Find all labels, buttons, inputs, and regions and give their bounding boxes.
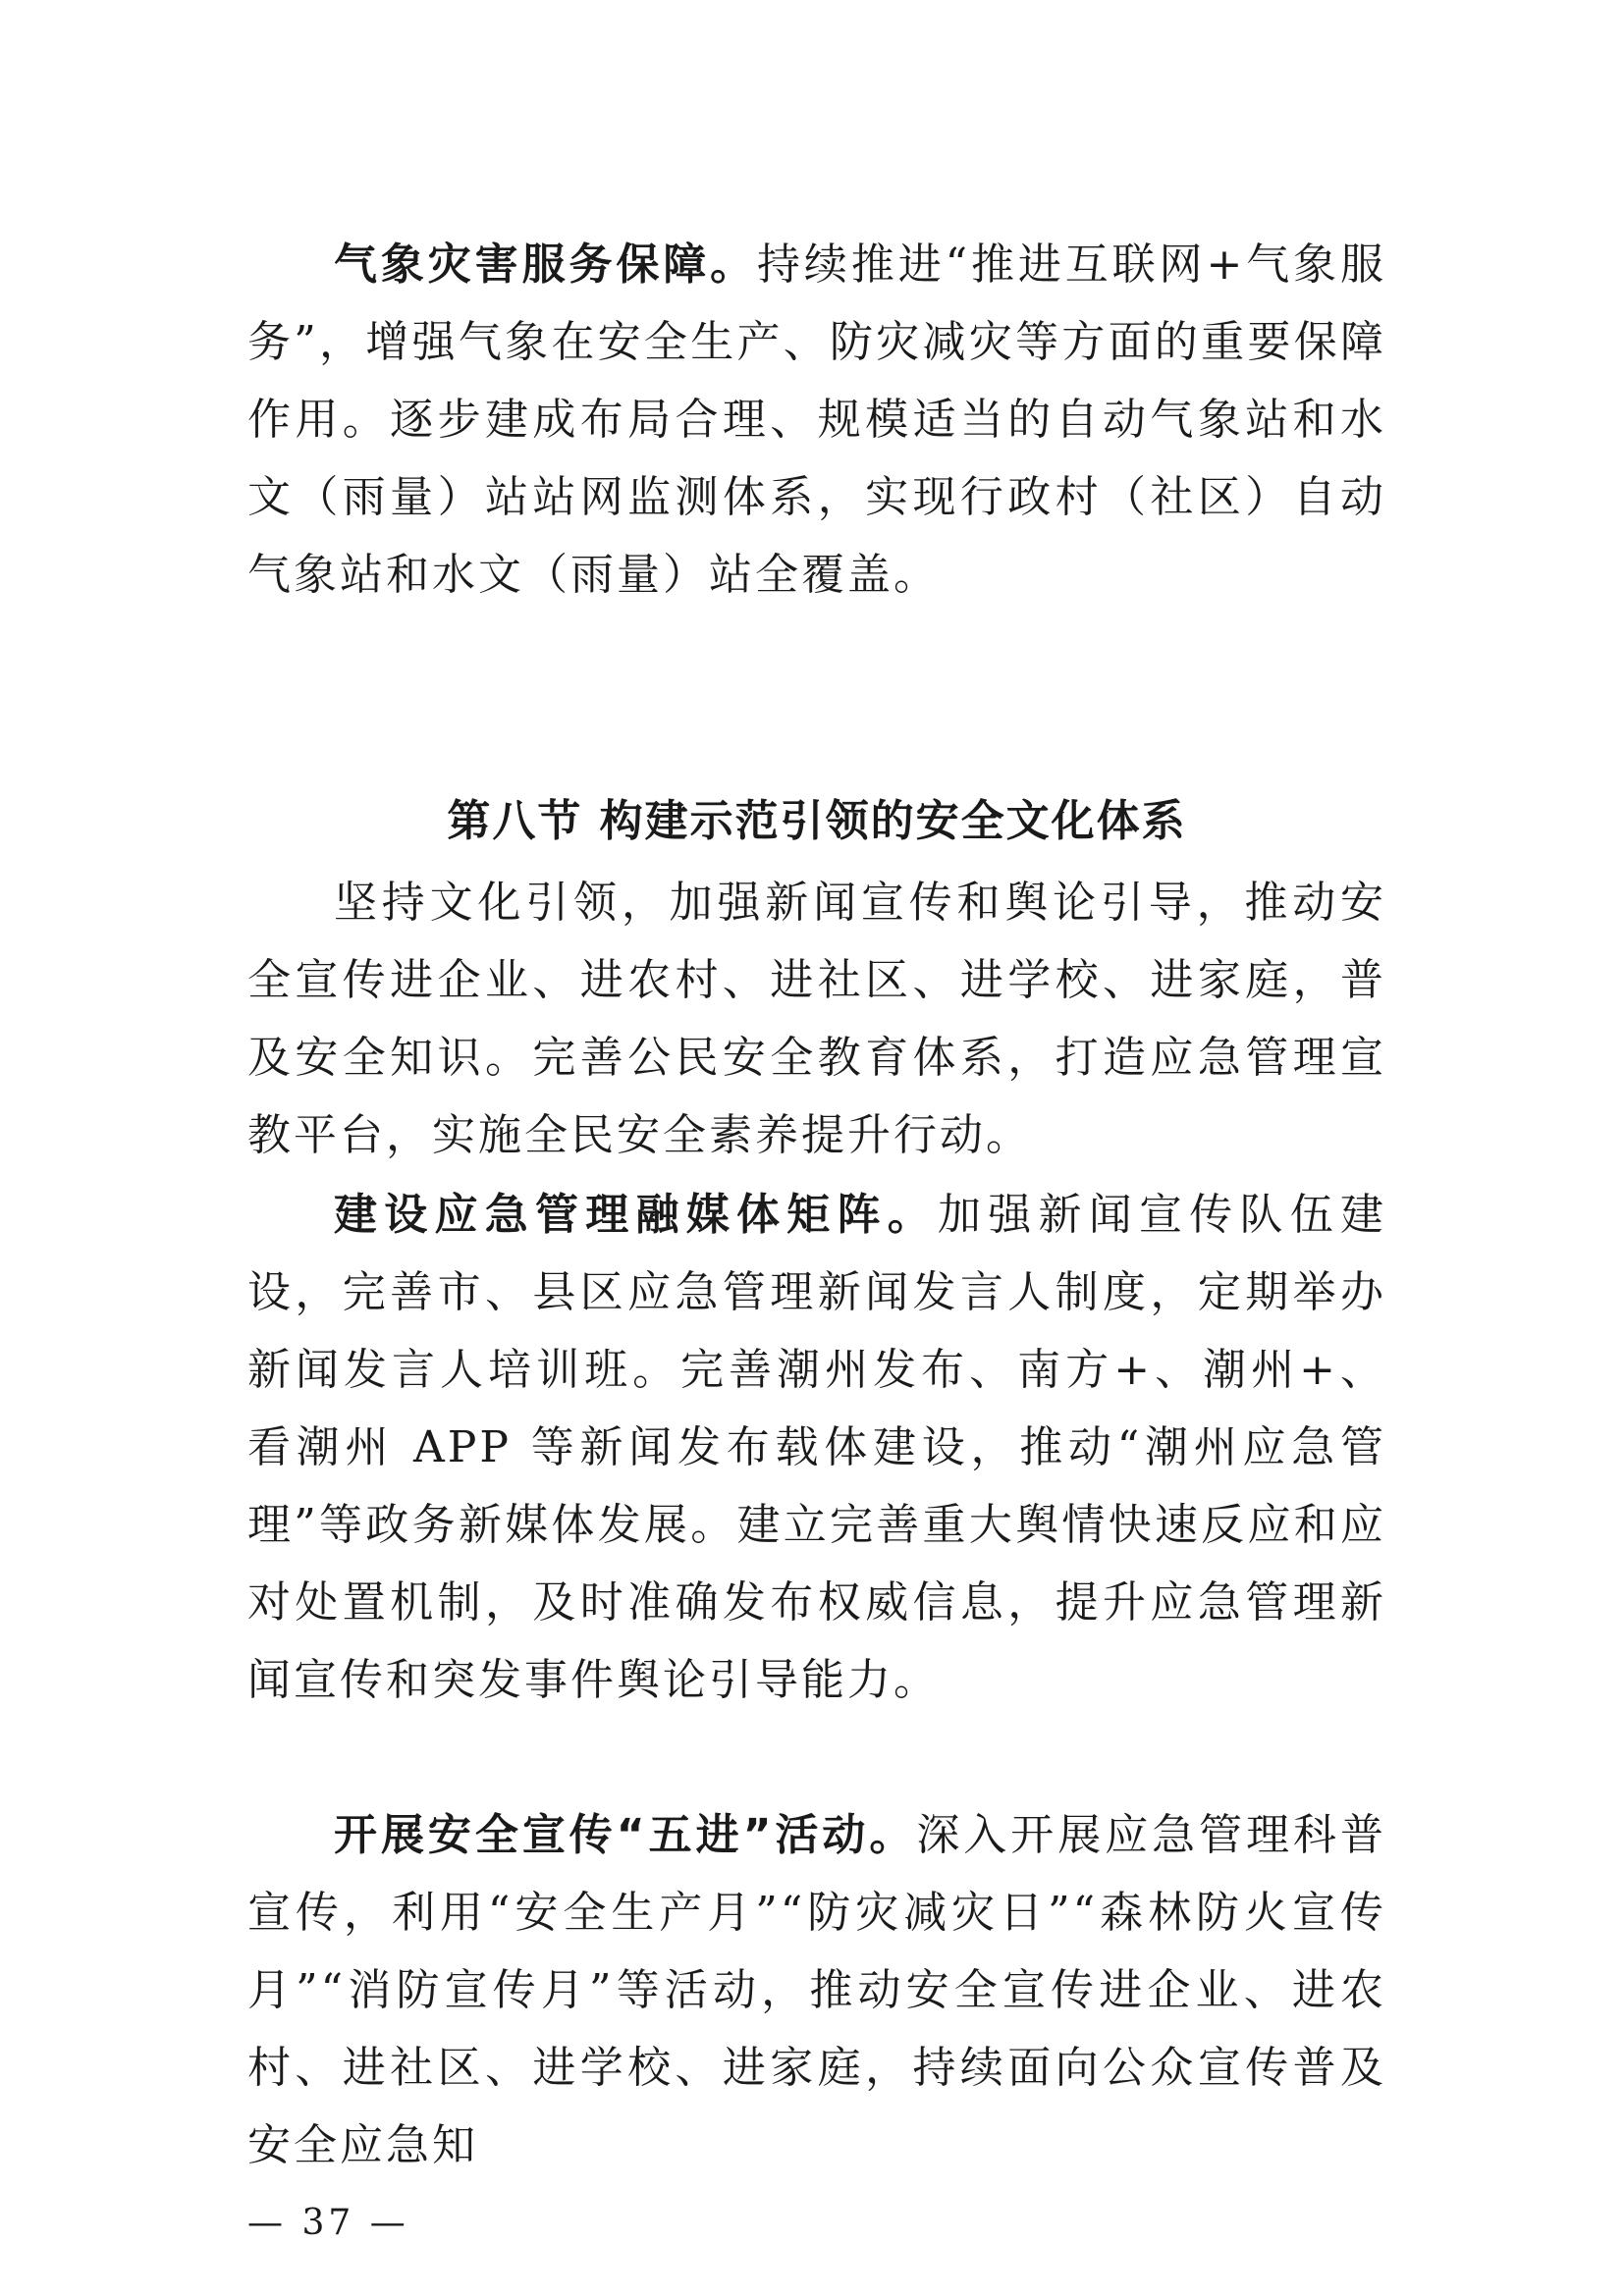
paragraph-body: 坚持文化引领，加强新闻宣传和舆论引导，推动安全宣传进企业、进农村、进社区、进学校、进家庭，普及安全知识。完善公民安全教育体系，打造应急管理宣教平台，实施全民安全素养提升行动。: [247, 878, 1386, 1160]
page-number: — 37 —: [247, 2203, 409, 2243]
paragraph-media-matrix: [247, 1176, 1386, 1719]
paragraph-safety-culture-intro: [247, 864, 1386, 1174]
paragraph-lead-heading: 建设应急管理融媒体矩阵。: [334, 1190, 938, 1240]
paragraph-body: 加强新闻宣传队伍建设，完善市、县区应急管理新闻发言人制度，定期举办新闻发言人培训班。完善潮州发布、南方+、潮州+、看潮州 APP 等新闻发布载体建设，推动“潮州应急管理”等政务新媒体发展。建立完善重大舆情快速反应和应对处置机制，及时准确发布权威信息，提升应急管理新闻宣传和突发事件舆论引导能力。: [247, 1190, 1386, 1705]
paragraph-five-entries: [247, 1796, 1386, 2184]
paragraph-lead-heading: 气象灾害服务保障。: [334, 240, 758, 290]
section-heading: 第八节 构建示范引领的安全文化体系: [447, 796, 1187, 846]
paragraph-meteorological-service: [247, 226, 1386, 614]
paragraph-body: 深入开展应急管理科普宣传，利用“安全生产月”“防灾减灾日”“森林防火宣传月”“消防宣传月”等活动，推动安全宣传进企业、进农村、进社区、进学校、进家庭，持续面向公众宣传普及安全应急知: [247, 1810, 1386, 2170]
paragraph-body: 持续推进“推进互联网+气象服务”，增强气象在安全生产、防灾减灾等方面的重要保障作用。逐步建成布局合理、规模适当的自动气象站和水文（雨量）站站网监测体系，实现行政村（社区）自动气象站和水文（雨量）站全覆盖。: [247, 240, 1386, 600]
paragraph-lead-heading: 开展安全宣传“五进”活动。: [334, 1810, 917, 1860]
